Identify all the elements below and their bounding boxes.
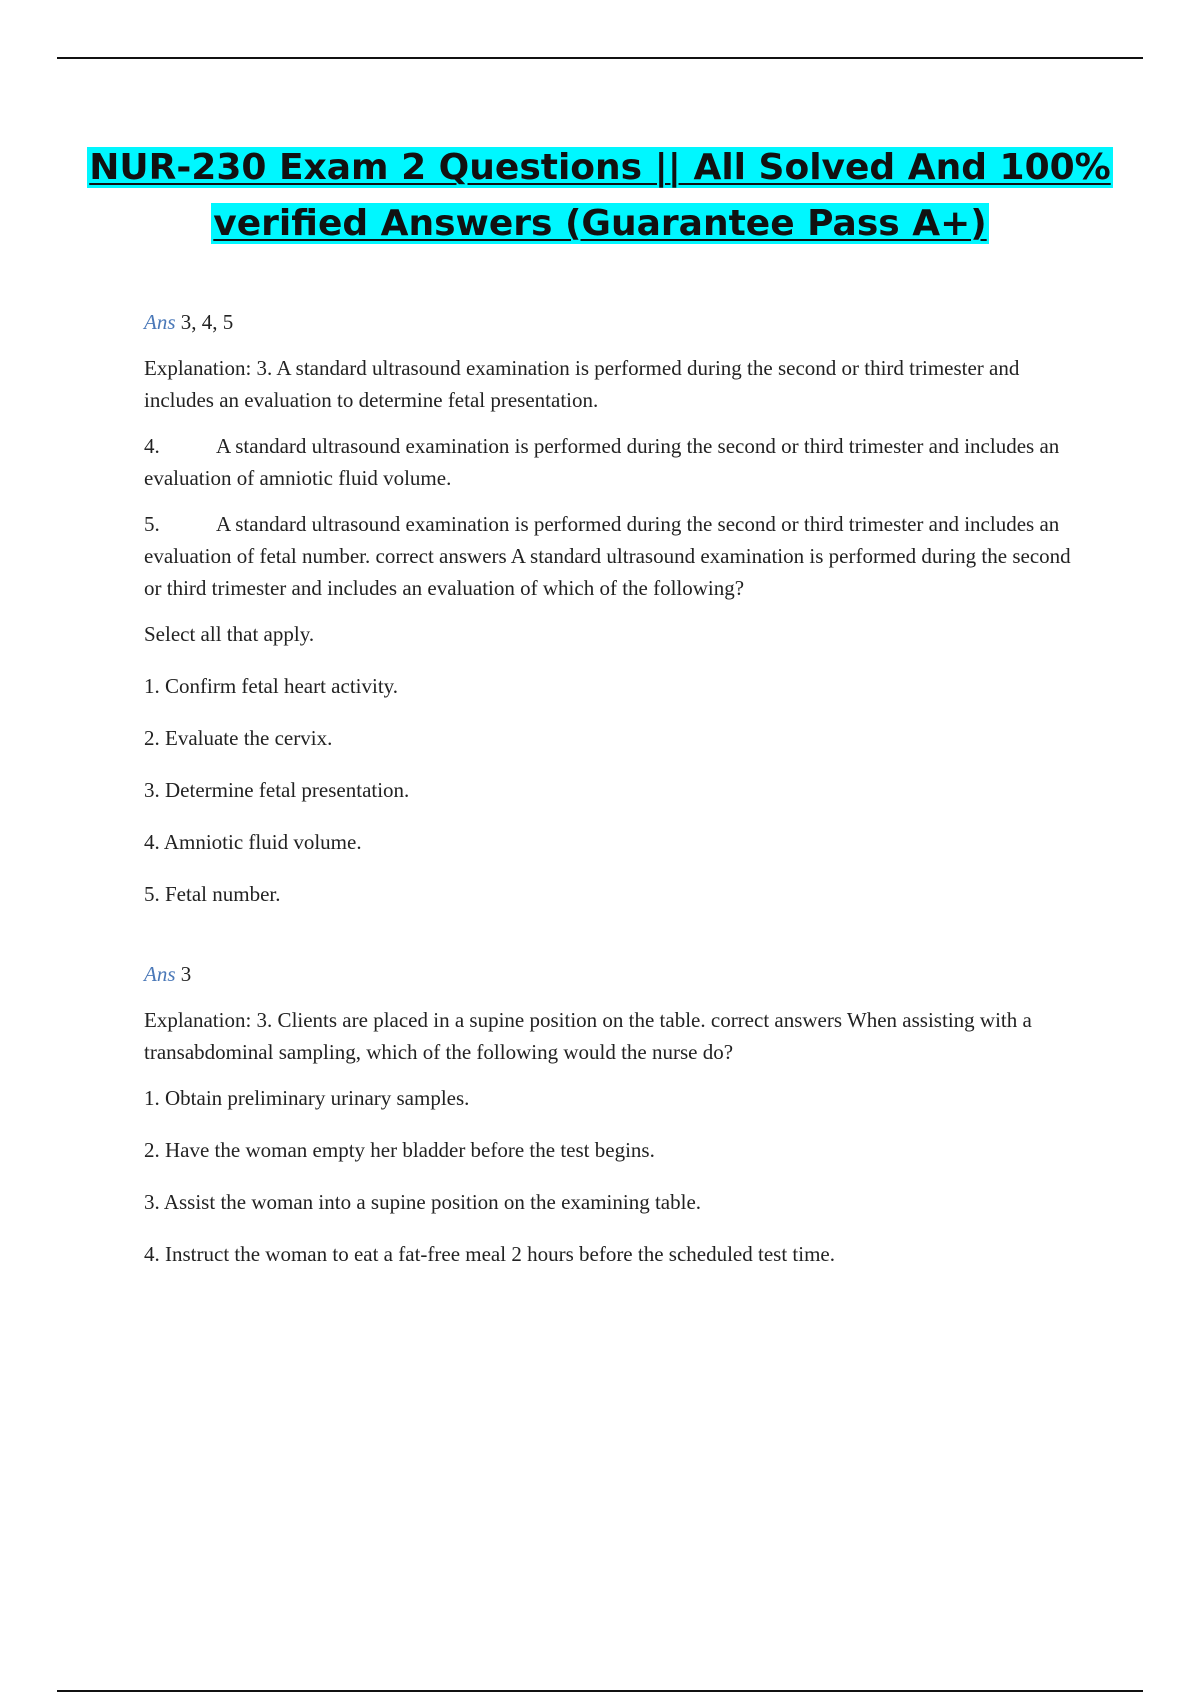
title-line-1: NUR-230 Exam 2 Questions || All Solved And 100% <box>89 147 1111 188</box>
paragraph-text: A standard ultrasound examination is performed during the second or third trimester and includes an evaluation of fetal number. correct answers A standard ultrasound examination is performed during the second or third trimester and includes an evaluation of which of the following? <box>144 512 1071 600</box>
question-section-2 <box>144 958 1084 1270</box>
section-spacer <box>144 930 1084 958</box>
numbered-paragraph <box>144 430 1084 494</box>
option-item: 5. Fetal number. <box>144 882 281 906</box>
option-item: 4. Instruct the woman to eat a fat-free meal 2 hours before the scheduled test time. <box>144 1242 835 1266</box>
answer-line <box>144 958 1084 990</box>
instruction-text: Select all that apply. <box>144 622 315 646</box>
option-item: 3. Determine fetal presentation. <box>144 778 410 802</box>
document-title <box>57 140 1143 252</box>
paragraph-text: A standard ultrasound examination is performed during the second or third trimester and includes an evaluation of amniotic fluid volume. <box>144 434 1060 490</box>
option-item: 1. Obtain preliminary urinary samples. <box>144 1086 470 1110</box>
explanation-paragraph: Explanation: 3. A standard ultrasound examination is performed during the second or third trimester and includes an evaluation to determine fetal presentation. <box>144 356 1020 412</box>
option-item: 2. Evaluate the cervix. <box>144 726 333 750</box>
header-rule <box>57 57 1143 59</box>
footer-rule <box>57 1690 1143 1692</box>
answer-value: 3, 4, 5 <box>180 310 234 334</box>
answer-label: Ans <box>144 310 176 334</box>
answer-label: Ans <box>144 962 176 986</box>
paragraph-number: 4. <box>144 434 160 458</box>
option-item: 4. Amniotic fluid volume. <box>144 830 362 854</box>
answer-value: 3 <box>180 962 192 986</box>
document-body <box>144 306 1084 1290</box>
answer-line <box>144 306 1084 338</box>
question-section-1 <box>144 306 1084 910</box>
numbered-paragraph <box>144 508 1084 604</box>
option-item: 3. Assist the woman into a supine position on the examining table. <box>144 1190 702 1214</box>
paragraph-number: 5. <box>144 512 160 536</box>
option-item: 1. Confirm fetal heart activity. <box>144 674 399 698</box>
title-line-2: verified Answers (Guarantee Pass A+) <box>213 203 987 244</box>
option-item: 2. Have the woman empty her bladder before the test begins. <box>144 1138 655 1162</box>
explanation-paragraph: Explanation: 3. Clients are placed in a supine position on the table. correct answers When assisting with a transabdominal sampling, which of the following would the nurse do? <box>144 1008 1032 1064</box>
